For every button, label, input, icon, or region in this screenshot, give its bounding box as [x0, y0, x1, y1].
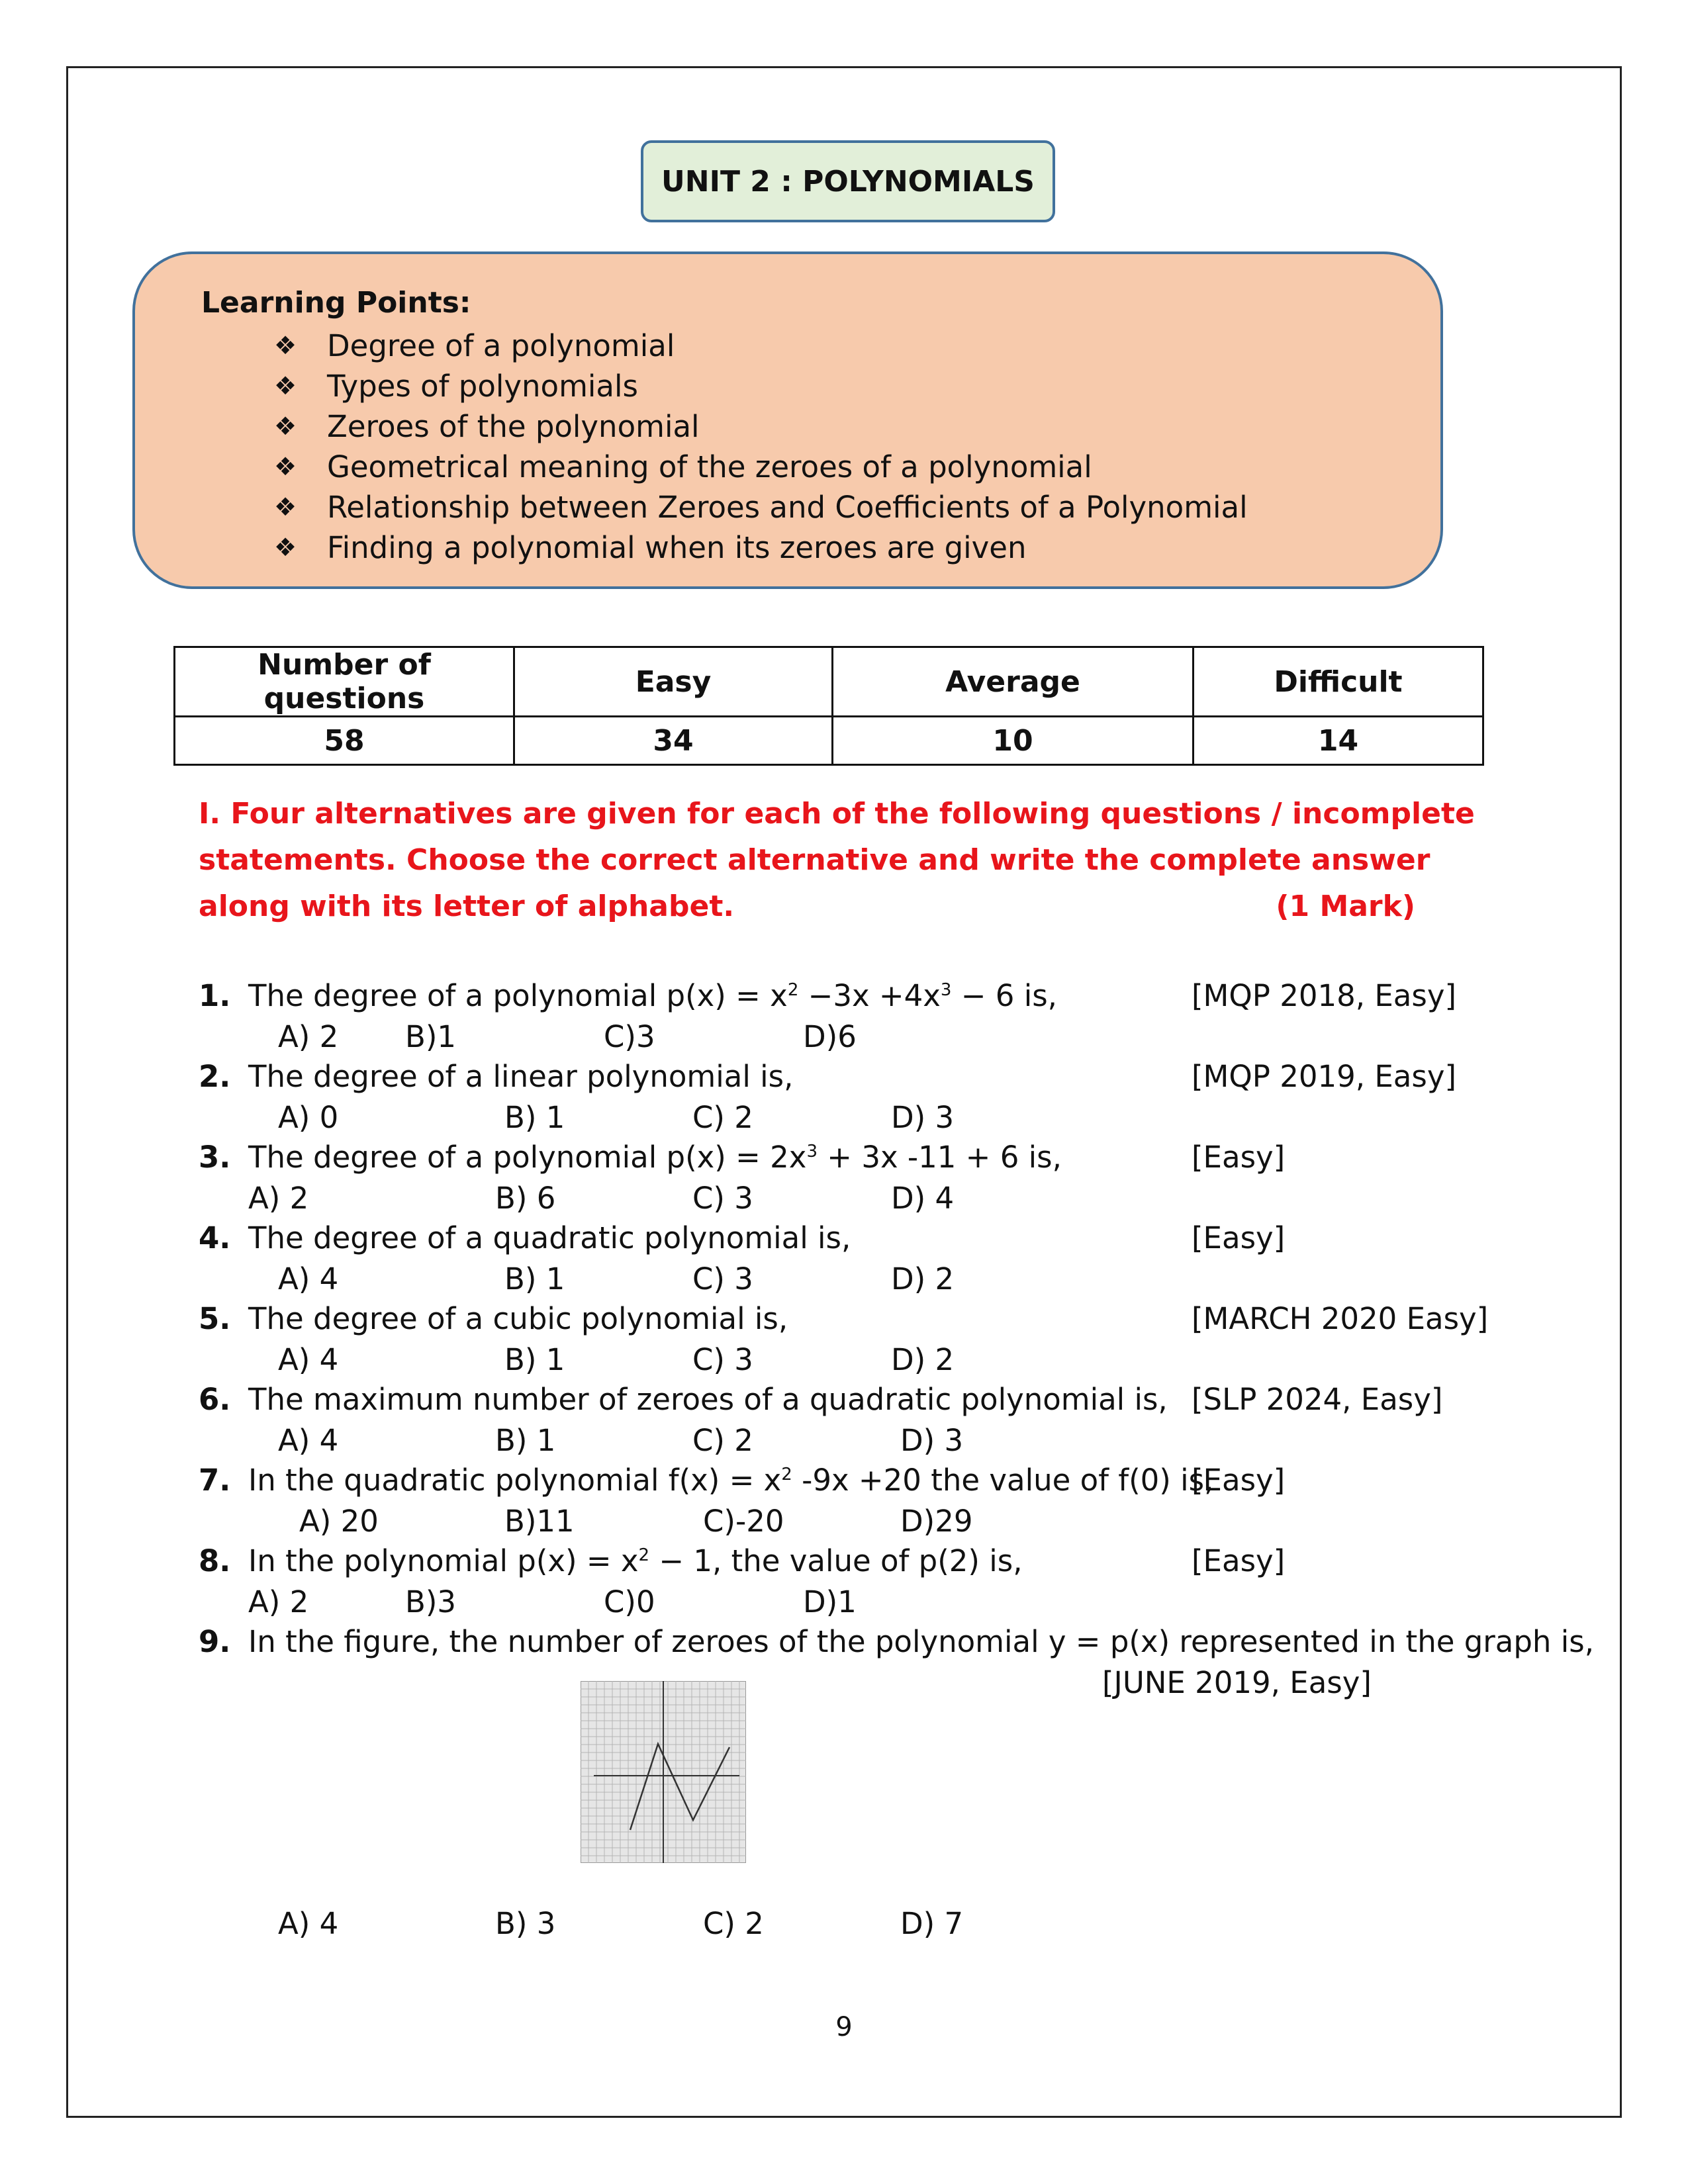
option-b: B) 1	[504, 1261, 565, 1297]
option-c: C) 2	[692, 1100, 753, 1135]
question-tag: [MQP 2018, Easy]	[1192, 978, 1457, 1013]
value-difficult: 14	[1194, 717, 1483, 765]
option-c: C)3	[604, 1019, 655, 1054]
learning-points-list	[274, 326, 1248, 568]
question-tag: [JUNE 2019, Easy]	[1102, 1665, 1372, 1700]
option-c: C) 2	[703, 1906, 764, 1941]
option-d: D)6	[803, 1019, 857, 1054]
list-item: ❖ Geometrical meaning of the zeroes of a polynomial	[274, 447, 1248, 487]
value-easy: 34	[514, 717, 833, 765]
learning-points-heading: Learning Points:	[201, 286, 471, 320]
option-d: D) 7	[900, 1906, 964, 1941]
option-a: A) 4	[278, 1906, 339, 1941]
diamond-bullet-icon: ❖	[274, 412, 297, 441]
option-b: B)11	[504, 1504, 575, 1539]
section-instructions	[199, 791, 1496, 930]
question-tag: [Easy]	[1192, 1140, 1286, 1175]
polynomial-graph	[581, 1681, 746, 1863]
option-a: A) 0	[278, 1100, 339, 1135]
question-tag: [Easy]	[1192, 1220, 1286, 1255]
question-tag: [SLP 2024, Easy]	[1192, 1382, 1443, 1417]
option-b: B) 1	[504, 1100, 565, 1135]
option-b: B)3	[405, 1584, 457, 1619]
diamond-bullet-icon: ❖	[274, 533, 297, 562]
header-difficult: Difficult	[1194, 647, 1483, 717]
header-average: Average	[833, 647, 1194, 717]
option-d: D) 2	[891, 1342, 955, 1377]
value-average: 10	[833, 717, 1194, 765]
option-c: C) 2	[692, 1423, 753, 1458]
unit-title: UNIT 2 : POLYNOMIALS	[641, 140, 1055, 222]
question-tag: [Easy]	[1192, 1463, 1286, 1498]
list-item: ❖ Finding a polynomial when its zeroes are given	[274, 527, 1248, 568]
option-b: B) 6	[495, 1181, 556, 1216]
marks-label: (1 Mark)	[1276, 889, 1415, 923]
diamond-bullet-icon: ❖	[274, 371, 297, 400]
option-d: D) 2	[891, 1261, 955, 1297]
option-d: D) 4	[891, 1181, 955, 1216]
option-a: A) 20	[299, 1504, 379, 1539]
header-easy: Easy	[514, 647, 833, 717]
question-stats-table	[173, 646, 1484, 766]
diamond-bullet-icon: ❖	[274, 492, 297, 522]
option-c: C) 3	[692, 1342, 753, 1377]
table-row	[175, 647, 1483, 717]
page-number: 9	[835, 2012, 853, 2042]
option-c: C) 3	[692, 1261, 753, 1297]
option-b: B) 3	[495, 1906, 556, 1941]
option-d: D) 3	[891, 1100, 955, 1135]
question-tag: [MARCH 2020 Easy]	[1192, 1301, 1489, 1336]
list-item: ❖ Relationship between Zeroes and Coefficients of a Polynomial	[274, 487, 1248, 527]
list-item: ❖ Types of polynomials	[274, 366, 1248, 406]
option-a: A) 2	[278, 1019, 339, 1054]
option-c: C)0	[604, 1584, 655, 1619]
diamond-bullet-icon: ❖	[274, 331, 297, 360]
option-a: A) 2	[248, 1584, 309, 1619]
learning-points-box	[132, 251, 1443, 589]
option-a: A) 2	[248, 1181, 309, 1216]
option-d: D) 3	[900, 1423, 964, 1458]
option-b: B) 1	[495, 1423, 556, 1458]
option-b: B)1	[405, 1019, 457, 1054]
option-d: D)29	[900, 1504, 973, 1539]
header-number-of-questions: Number of questions	[175, 647, 514, 717]
option-d: D)1	[803, 1584, 857, 1619]
option-c: C) 3	[692, 1181, 753, 1216]
option-a: A) 4	[278, 1342, 339, 1377]
option-b: B) 1	[504, 1342, 565, 1377]
list-item: ❖ Degree of a polynomial	[274, 326, 1248, 366]
value-number-of-questions: 58	[175, 717, 514, 765]
option-c: C)-20	[703, 1504, 784, 1539]
diamond-bullet-icon: ❖	[274, 452, 297, 481]
question-tag: [Easy]	[1192, 1543, 1286, 1578]
question-tag: [MQP 2019, Easy]	[1192, 1059, 1457, 1094]
instructions-text: I. Four alternatives are given for each of the following questions / incomplete statements. Choose the correct alternative and write the complete answer along with its letter of alphabet.	[199, 797, 1475, 923]
list-item: ❖ Zeroes of the polynomial	[274, 406, 1248, 447]
option-a: A) 4	[278, 1423, 339, 1458]
option-a: A) 4	[278, 1261, 339, 1297]
table-row	[175, 717, 1483, 765]
